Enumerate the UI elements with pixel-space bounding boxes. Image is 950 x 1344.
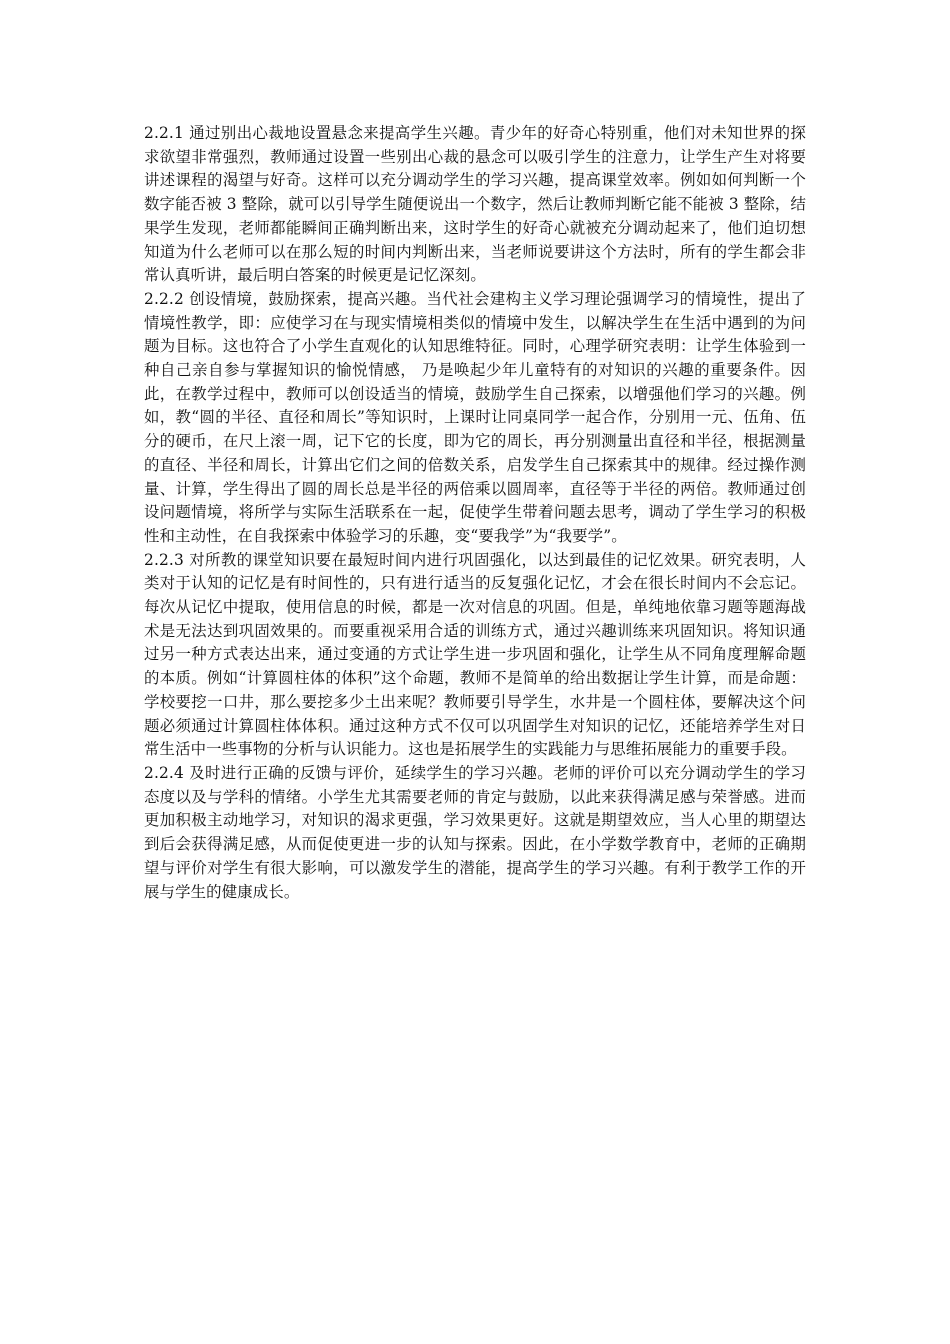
paragraph-2-2-3: 2.2.3 对所教的课堂知识要在最短时间内进行巩固强化，以达到最佳的记忆效果。研究表明，人类对于认知的记忆是有时间性的，只有进行适当的反复强化记忆，才会在很长时间内不会忘记。每次从记忆中提取，使用信息的时候，都是一次对信息的巩固。但是，单纯地依靠习题等题海战术是无法达到巩固效果的。而要重视采用合适的训练方式，通过兴趣训练来巩固知识。将知识通过另一种方式表达出来，通过变通的方式让学生进一步巩固和强化，让学生从不同角度理解命题的本质。例如“计算圆柱体的体积”这个命题，教师不是简单的给出数据让学生计算，而是命题：学校要挖一口井，那么要挖多少土出来呢？教师要引导学生，水井是一个圆柱体，要解决这个问题必须通过计算圆柱体体积。通过这种方式不仅可以巩固学生对知识的记忆，还能培养学生对日常生活中一些事物的分析与认识能力。这也是拓展学生的实践能力与思维拓展能力的重要手段。	[144, 550, 806, 759]
document-body	[144, 122, 806, 904]
paragraph-2-2-4: 2.2.4 及时进行正确的反馈与评价，延续学生的学习兴趣。老师的评价可以充分调动学生的学习态度以及与学科的情绪。小学生尤其需要老师的肯定与鼓励，以此来获得满足感与荣誉感。进而更加积极主动地学习，对知识的渴求更强，学习效果更好。这就是期望效应，当人心里的期望达到后会获得满足感，从而促使更进一步的认知与探索。因此，在小学数学教育中，老师的正确期望与评价对学生有很大影响，可以激发学生的潜能，提高学生的学习兴趣。有利于教学工作的开展与学生的健康成长。	[144, 763, 806, 901]
paragraph-2-2-1: 2.2.1 通过别出心裁地设置悬念来提高学生兴趣。青少年的好奇心特别重，他们对未知世界的探求欲望非常强烈，教师通过设置一些别出心裁的悬念可以吸引学生的注意力，让学生产生对将要讲述课程的渴望与好奇。这样可以充分调动学生的学习兴趣，提高课堂效率。例如如何判断一个数字能否被 3 整除，就可以引导学生随便说出一个数字，然后让教师判断它能不能被 3 整除，结果学生发现，老师都能瞬间正确判断出来，这时学生的好奇心就被充分调动起来了，他们迫切想知道为什么老师可以在那么短的时间内判断出来，当老师说要讲这个方法时，所有的学生都会非常认真听讲，最后明白答案的时候更是记忆深刻。	[144, 124, 806, 285]
paragraph-2-2-2: 2.2.2 创设情境，鼓励探索，提高兴趣。当代社会建构主义学习理论强调学习的情境性，提出了情境性教学，即：应使学习在与现实情境相类似的情境中发生，以解决学生在生活中遇到的为问题为目标。这也符合了小学生直观化的认知思维特征。同时，心理学研究表明：让学生体验到一种自己亲自参与掌握知识的愉悦情感， 乃是唤起少年儿童特有的对知识的兴趣的重要条件。因此，在教学过程中，教师可以创设适当的情境，鼓励学生自己探索，以增强他们学习的兴趣。例如，教“圆的半径、直径和周长”等知识时，上课时让同桌同学一起合作，分别用一元、伍角、伍分的硬币，在尺上滚一周，记下它的长度，即为它的周长，再分别测量出直径和半径，根据测量的直径、半径和周长，计算出它们之间的倍数关系，启发学生自己探索其中的规律。经过操作测量、计算，学生得出了圆的周长总是半径的两倍乘以圆周率，直径等于半径的两倍。教师通过创设问题情境，将所学与实际生活联系在一起，促使学生带着问题去思考，调动了学生学习的积极性和主动性，在自我探索中体验学习的乐趣，变“要我学”为“我要学”。	[144, 289, 806, 545]
